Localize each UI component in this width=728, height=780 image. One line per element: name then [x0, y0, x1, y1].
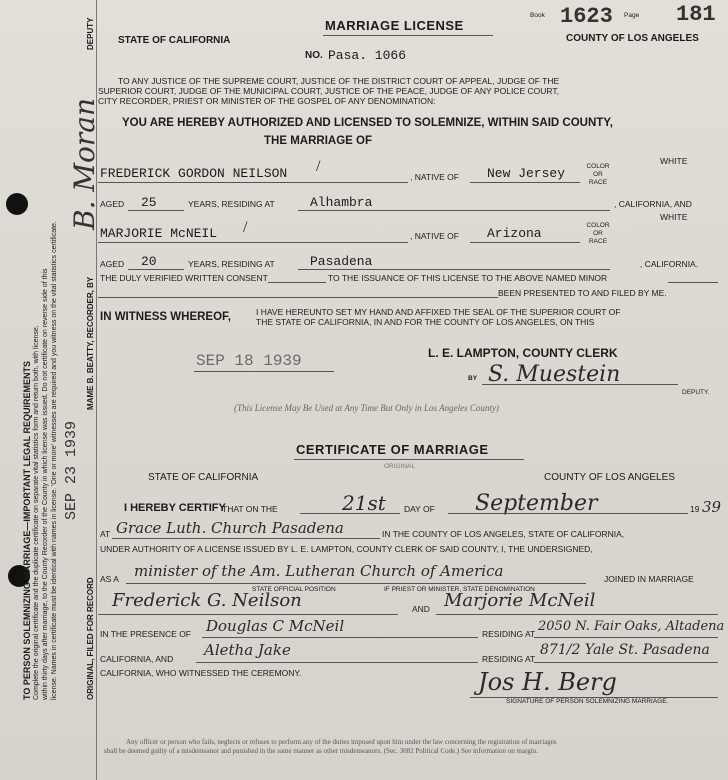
day-of-label: DAY OF — [404, 504, 435, 514]
bride-color-label: COLOR OR RACE — [586, 222, 610, 245]
margin-filed-for-record: ORIGINAL, FILED FOR RECORD — [86, 577, 95, 700]
groom-name: FREDERICK GORDON NEILSON — [100, 166, 288, 181]
margin-rule — [96, 0, 97, 780]
certificate-original: ORIGINAL — [384, 463, 416, 470]
address-line-2: SUPERIOR COURT, JUDGE OF THE MUNICIPAL COURT, JUSTICE OF THE PEACE, JUDGE OF ANY POLICE COURT, — [98, 86, 559, 96]
bride-native-label: , NATIVE OF — [410, 231, 459, 241]
certificate-county: COUNTY OF LOS ANGELES — [544, 472, 675, 483]
witnessed-label: CALIFORNIA, WHO WITNESSED THE CEREMONY. — [100, 668, 302, 678]
witness-2-address: 871/2 Yale St. Pasadena — [540, 642, 710, 658]
certificate-state: STATE OF CALIFORNIA — [148, 472, 259, 483]
as-a-label: AS A — [100, 574, 119, 584]
groom-residing-label: YEARS, RESIDING AT — [188, 199, 275, 209]
groom-native-label: , NATIVE OF — [410, 172, 459, 182]
margin-instructions-2: within thirty days after marriage, to the County Recorder of the County in which license was issued. Do not certificate on reverse side of this — [42, 268, 49, 700]
groom-native: New Jersey — [487, 166, 566, 181]
margin-instructions-3: license. Names in certificate must be identical with names in license. 'One or more' witnesses are required and you witness on the vital statistics certificate. — [51, 221, 58, 700]
margin-recorder-signature: B. Moran — [68, 97, 101, 230]
officiant-signature: Jos H. Berg — [478, 668, 617, 696]
marriage-month: September — [475, 491, 598, 516]
bride-race: WHITE — [660, 212, 688, 222]
witness-2: Aletha Jake — [204, 641, 291, 659]
groom-aged-label: AGED — [100, 199, 125, 209]
license-number-label: NO. — [305, 50, 323, 61]
official-position-caption: STATE OFFICIAL POSITION — [252, 586, 336, 593]
and-label: AND — [412, 604, 430, 614]
certificate-title: CERTIFICATE OF MARRIAGE — [296, 442, 489, 457]
groom-age: 25 — [141, 195, 157, 210]
page-number: 181 — [676, 2, 716, 27]
license-state: STATE OF CALIFORNIA — [118, 35, 231, 46]
groom-residence: Alhambra — [310, 195, 373, 210]
deputy-signature: S. Muestein — [488, 362, 621, 387]
witness-line-1: I HAVE HEREUNTO SET MY HAND AND AFFIXED THE SEAL OF THE SUPERIOR COURT OF — [256, 307, 621, 317]
bride-aged-label: AGED — [100, 259, 125, 269]
california-and-label: CALIFORNIA, AND — [100, 654, 174, 664]
margin-deputy: DEPUTY — [86, 17, 95, 50]
marriage-year: 39 — [702, 498, 722, 516]
groom-color-label: COLOR OR RACE — [586, 163, 610, 186]
margin-filed-date: SEP 23 1939 — [63, 420, 80, 520]
witness-2-residing-label: RESIDING AT — [482, 654, 536, 664]
bride-residing-label: YEARS, RESIDING AT — [188, 259, 275, 269]
groom-signed: Frederick G. Neilson — [112, 590, 302, 611]
margin-instructions-1: Complete the original certificate and the duplicate certificate on separate vital statistics form and return both, with license, — [33, 325, 40, 700]
county-line: IN THE COUNTY OF LOS ANGELES, STATE OF CALIFORNIA, — [382, 529, 625, 539]
margin-instructions-title: TO PERSON SOLEMNIZING MARRIAGE—IMPORTANT LEGAL REQUIREMENTS — [22, 360, 32, 700]
groom-check-mark: / — [316, 158, 321, 175]
address-line-1: TO ANY JUSTICE OF THE SUPREME COURT, JUSTICE OF THE DISTRICT COURT OF APPEAL, JUDGE OF THE — [118, 76, 560, 86]
county-clerk: L. E. LAMPTON, COUNTY CLERK — [428, 346, 618, 360]
bride-signed: Marjorie McNeil — [444, 590, 596, 611]
signature-caption: SIGNATURE OF PERSON SOLEMNIZING MARRIAGE. — [506, 698, 669, 705]
witness-1-address: 2050 N. Fair Oaks, Altadena — [538, 619, 725, 634]
page-label: Page — [624, 12, 640, 19]
valid-note: (This License May Be Used at Any Time But Only in Los Angeles County) — [234, 403, 499, 413]
california-and: , CALIFORNIA, AND — [614, 199, 692, 209]
consent-line-1b: TO THE ISSUANCE OF THIS LICENSE TO THE ABOVE NAMED MINOR — [328, 273, 608, 283]
by-label: BY — [468, 375, 478, 382]
bride-check-mark: / — [243, 219, 248, 236]
book-label: Book — [530, 12, 545, 19]
authorized-text: YOU ARE HEREBY AUTHORIZED AND LICENSED TO SOLEMNIZE, WITHIN SAID COUNTY, — [122, 117, 613, 129]
marriage-place: Grace Luth. Church Pasadena — [116, 519, 344, 537]
witness-1-residing-label: RESIDING AT — [482, 629, 536, 639]
year-prefix: 19 — [690, 504, 700, 514]
deputy-label: DEPUTY. — [682, 389, 710, 396]
certify-label: I HEREBY CERTIFY — [124, 502, 226, 514]
consent-line-2: BEEN PRESENTED TO AND FILED BY ME. — [498, 288, 667, 298]
address-line-3: CITY RECORDER, PRIEST OR MINISTER OF THE GOSPEL OF ANY DENOMINATION: — [98, 96, 436, 106]
officiant-title: minister of the Am. Lutheran Church of America — [134, 562, 504, 580]
issue-date-stamp: SEP 18 1939 — [196, 352, 302, 370]
license-number: Pasa. 1066 — [328, 48, 407, 63]
joined-label: JOINED IN MARRIAGE — [604, 574, 694, 584]
bride-age: 20 — [141, 254, 157, 269]
groom-race: WHITE — [660, 156, 688, 166]
license-county: COUNTY OF LOS ANGELES — [566, 33, 699, 44]
authority-line: UNDER AUTHORITY OF A LICENSE ISSUED BY L. E. LAMPTON, COUNTY CLERK OF SAID COUNTY, I, THE UNDERSIGNED, — [100, 544, 593, 554]
marriage-of-text: THE MARRIAGE OF — [264, 135, 372, 147]
license-title: MARRIAGE LICENSE — [325, 18, 464, 33]
presence-label: IN THE PRESENCE OF — [100, 629, 191, 639]
penalty-line-2: shall be deemed guilty of a misdemeanor and punished in the same manner as other misdemeanors. (Sec. 3082 Political Code.) See information on margin. — [104, 747, 538, 755]
at-label: AT — [100, 529, 111, 539]
consent-line-1: THE DULY VERIFIED WRITTEN CONSENT — [100, 273, 268, 283]
marriage-day: 21st — [342, 491, 386, 515]
penalty-line-1: Any officer or person who fails, neglects or refuses to perform any of the duties imposed upon him under the law concerning the registration of marriages — [126, 738, 557, 746]
witness-label: IN WITNESS WHEREOF, — [100, 311, 231, 323]
that-on-the: THAT ON THE — [222, 504, 278, 514]
bride-native: Arizona — [487, 226, 542, 241]
priest-caption: IF PRIEST OR MINISTER, STATE DENOMINATION — [384, 586, 535, 593]
witness-line-2: THE STATE OF CALIFORNIA, IN AND FOR THE COUNTY OF LOS ANGELES, ON THIS — [256, 317, 595, 327]
california-end: , CALIFORNIA. — [640, 259, 699, 269]
bride-name: MARJORIE McNEIL — [100, 226, 218, 241]
margin-recorder: MAME B. BEATTY, RECORDER, BY — [86, 276, 95, 410]
bride-residence: Pasadena — [310, 254, 373, 269]
witness-1: Douglas C McNeil — [206, 617, 345, 635]
book-number: 1623 — [560, 4, 613, 29]
